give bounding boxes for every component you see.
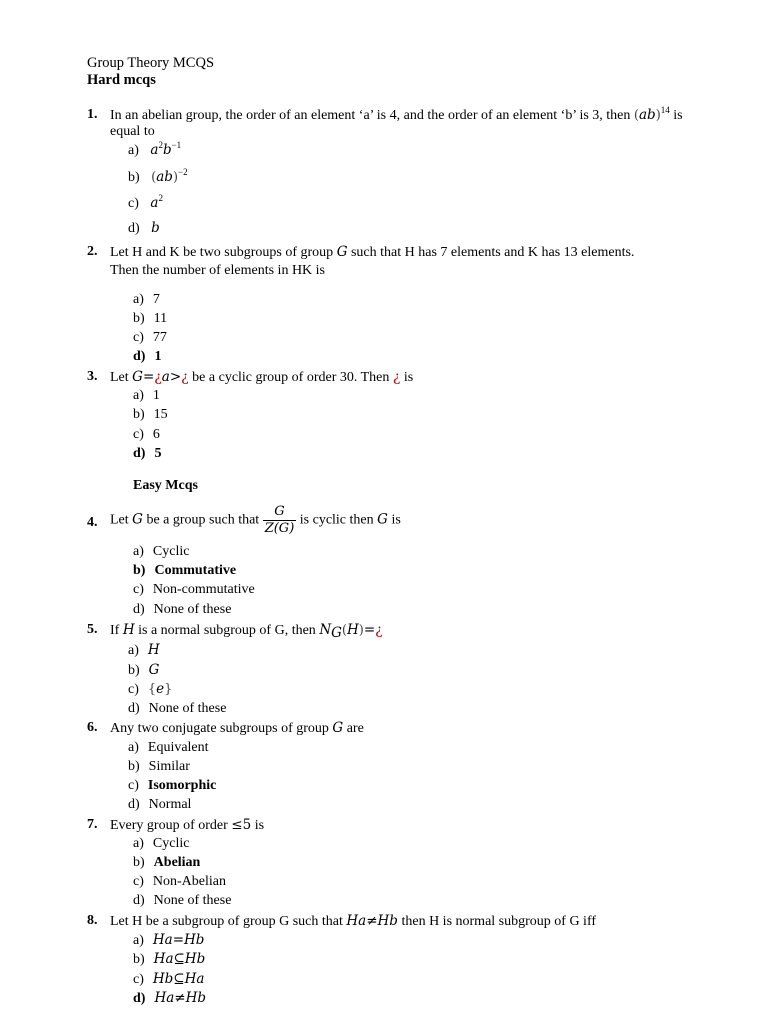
- document-title: Group Theory MCQS: [87, 55, 215, 71]
- option-d: [128, 797, 191, 813]
- option-a: [133, 544, 189, 560]
- option-label: c): [128, 778, 139, 793]
- paren-open: (: [151, 170, 157, 185]
- question-text-part: Let H and K be two subgroups of group: [110, 245, 334, 260]
- option-b: [133, 407, 168, 423]
- option-label: b): [128, 759, 140, 774]
- option-a: [133, 836, 189, 852]
- option-a: [128, 142, 181, 159]
- question-text-part: such that H has 7 elements and K has 13 elements.: [350, 245, 635, 260]
- math-exponent: 14: [660, 105, 670, 115]
- math-expr: H: [347, 622, 359, 638]
- paren-close: ): [172, 170, 179, 185]
- option-text: Hb⊆Ha: [152, 971, 205, 987]
- question-text: [110, 244, 634, 261]
- question-text: [110, 817, 264, 834]
- option-label: a): [128, 643, 139, 658]
- section-hard-heading: Hard mcqs: [87, 72, 156, 88]
- option-d-correct: [133, 349, 161, 365]
- math-exponent: −1: [171, 140, 182, 150]
- fraction-numerator: G: [263, 504, 297, 521]
- section-easy-heading: Easy Mcqs: [133, 478, 198, 493]
- brace-close: }: [164, 682, 173, 697]
- option-text: e: [156, 681, 165, 697]
- option-b: [128, 169, 188, 186]
- paren-close: ): [358, 623, 364, 638]
- question-text: [110, 369, 413, 386]
- broken-glyph: ¿: [181, 369, 189, 385]
- question-text-part: Let: [110, 512, 129, 528]
- option-text: 1: [154, 349, 162, 364]
- option-label: c): [133, 582, 144, 597]
- question-text-part: Every group of order: [110, 818, 228, 833]
- option-text: H: [147, 642, 160, 658]
- question-text-part: is: [673, 108, 683, 123]
- option-label: c): [128, 682, 139, 697]
- question-text-part: are: [346, 721, 364, 736]
- option-c: [133, 427, 160, 443]
- math-expr: G: [336, 244, 348, 260]
- math-expr: 5: [242, 817, 252, 833]
- option-a: [133, 292, 160, 308]
- option-text: 15: [153, 407, 168, 422]
- option-text: Cyclic: [152, 544, 190, 559]
- option-label: a): [133, 388, 144, 403]
- question-text-part: In an abelian group, the order of an element ‘a’ is 4, and the order of an element ‘b’ is 3, then: [110, 108, 631, 123]
- option-text: Commutative: [154, 563, 237, 578]
- math-exponent: 2: [158, 140, 163, 150]
- option-b: [128, 662, 159, 679]
- math-base: b: [162, 142, 172, 158]
- option-b-correct: [133, 563, 236, 579]
- option-text: None of these: [153, 893, 232, 908]
- option-text: 7: [152, 292, 160, 307]
- question-text-line2: equal to: [110, 124, 155, 139]
- option-label: d): [128, 221, 140, 236]
- question-text-line2: Then the number of elements in HK is: [110, 263, 326, 278]
- question-text: [110, 622, 383, 639]
- option-label: b): [133, 855, 145, 870]
- option-b: [133, 951, 205, 968]
- math-subscript: G: [331, 625, 342, 641]
- option-text: Cyclic: [152, 836, 190, 851]
- question-text-part: is: [391, 512, 401, 528]
- option-text: 11: [153, 311, 168, 326]
- question-text: [110, 720, 364, 737]
- question-number: 6.: [87, 720, 98, 735]
- math-expr: G: [132, 369, 143, 385]
- question-text: [110, 913, 596, 930]
- broken-glyph: ¿: [375, 622, 383, 638]
- option-label: b): [128, 663, 140, 678]
- option-label: b): [133, 563, 146, 578]
- option-label: a): [133, 292, 144, 307]
- question-text-part: is: [254, 818, 265, 833]
- math-exponent: −2: [178, 167, 188, 177]
- math-operator: =: [363, 622, 376, 638]
- option-d: [133, 893, 231, 909]
- option-label: a): [128, 143, 139, 158]
- option-label: a): [133, 933, 144, 948]
- option-label: b): [133, 311, 145, 326]
- option-label: c): [133, 972, 144, 987]
- option-label: b): [133, 952, 145, 967]
- option-text: Normal: [148, 797, 192, 812]
- option-label: d): [133, 893, 145, 908]
- math-expr: ab: [638, 107, 656, 123]
- question-number: 2.: [87, 244, 98, 259]
- option-c: [128, 681, 172, 698]
- broken-glyph: ¿: [392, 369, 401, 385]
- option-text: 6: [152, 427, 160, 442]
- option-label: c): [133, 427, 144, 442]
- question-text-part: is cyclic then: [299, 512, 374, 528]
- option-a: [128, 642, 160, 659]
- option-text: Equivalent: [147, 740, 209, 755]
- question-text-part: Let H be a subgroup of group G such that: [110, 914, 343, 929]
- paren-close: ): [655, 108, 661, 123]
- option-a: [128, 740, 209, 756]
- option-a: [133, 388, 160, 404]
- option-text: Isomorphic: [147, 778, 217, 793]
- math-base: a: [150, 142, 159, 158]
- option-text: 77: [152, 330, 167, 345]
- broken-glyph: ¿: [154, 369, 162, 385]
- math-operator: ≤: [231, 817, 243, 833]
- option-b: [133, 311, 167, 327]
- option-label: d): [133, 446, 146, 461]
- question-number: 8.: [87, 913, 98, 928]
- option-text: Abelian: [153, 855, 201, 870]
- option-b-correct: [133, 855, 200, 871]
- fraction-denominator: Z(G): [264, 521, 295, 536]
- option-label: c): [133, 330, 144, 345]
- question-text-part: then H is normal subgroup of G iff: [401, 914, 597, 929]
- option-d: [133, 602, 231, 618]
- option-d-correct: [133, 446, 161, 462]
- question-number: 1.: [87, 107, 98, 122]
- option-text: Similar: [148, 759, 190, 774]
- option-c-correct: [128, 778, 216, 794]
- option-d-correct: [133, 990, 206, 1007]
- option-text: Ha≠Hb: [154, 990, 207, 1006]
- question-text-part: Let: [110, 370, 129, 385]
- option-d: [128, 701, 226, 717]
- math-base: b: [151, 220, 160, 236]
- brace-open: {: [147, 682, 157, 697]
- option-text: None of these: [153, 602, 232, 617]
- question-number: 4.: [87, 515, 98, 530]
- option-text: Ha=Hb: [152, 932, 205, 948]
- option-c: [133, 874, 226, 890]
- option-label: a): [133, 836, 144, 851]
- option-c: [133, 330, 167, 346]
- option-label: b): [133, 407, 145, 422]
- math-expr: a: [161, 369, 170, 385]
- option-c: [128, 195, 163, 212]
- paren-open: (: [341, 623, 347, 638]
- question-text: [110, 107, 683, 124]
- math-expr: G: [132, 511, 143, 528]
- option-text: 1: [152, 388, 160, 403]
- option-c: [133, 971, 204, 988]
- math-expr: H: [122, 622, 135, 638]
- math-exponent: 2: [158, 193, 163, 203]
- option-label: a): [128, 740, 139, 755]
- option-text: Non-commutative: [152, 582, 255, 597]
- math-operator: >: [169, 369, 182, 385]
- question-text-part: be a cyclic group of order 30. Then: [192, 370, 390, 385]
- question-text-part: If: [110, 623, 120, 638]
- math-operator: =: [142, 369, 155, 385]
- question-number: 7.: [87, 817, 98, 832]
- option-label: d): [128, 701, 140, 716]
- math-expr: G: [332, 720, 344, 736]
- paren-open: (: [633, 108, 639, 123]
- math-base: a: [150, 195, 159, 211]
- option-label: d): [133, 602, 145, 617]
- option-text: Non-Abelian: [152, 874, 226, 889]
- option-text: None of these: [148, 701, 227, 716]
- question-text: [110, 504, 401, 537]
- option-c: [133, 582, 255, 598]
- option-label: a): [133, 544, 144, 559]
- question-number: 5.: [87, 622, 98, 637]
- option-b: [128, 759, 190, 775]
- question-number: 3.: [87, 369, 98, 384]
- math-expr: G: [377, 511, 388, 528]
- question-text-part: Any two conjugate subgroups of group: [110, 721, 329, 736]
- option-label: d): [128, 797, 140, 812]
- option-label: b): [128, 170, 140, 185]
- option-label: c): [128, 196, 139, 211]
- option-label: d): [133, 349, 146, 364]
- option-a: [133, 932, 204, 949]
- question-text-part: is: [403, 370, 414, 385]
- option-d: [128, 220, 160, 237]
- fraction: [263, 504, 297, 537]
- option-text: 5: [154, 446, 162, 461]
- option-label: c): [133, 874, 144, 889]
- math-expr: N: [319, 622, 332, 638]
- question-text-part: be a group such that: [146, 512, 260, 528]
- math-expr: Ha≠Hb: [346, 913, 398, 929]
- question-text-part: is a normal subgroup of G, then: [138, 623, 316, 638]
- option-text: G: [148, 662, 160, 678]
- option-label: d): [133, 991, 146, 1006]
- option-text: Ha⊆Hb: [153, 951, 206, 967]
- math-base: ab: [156, 169, 173, 185]
